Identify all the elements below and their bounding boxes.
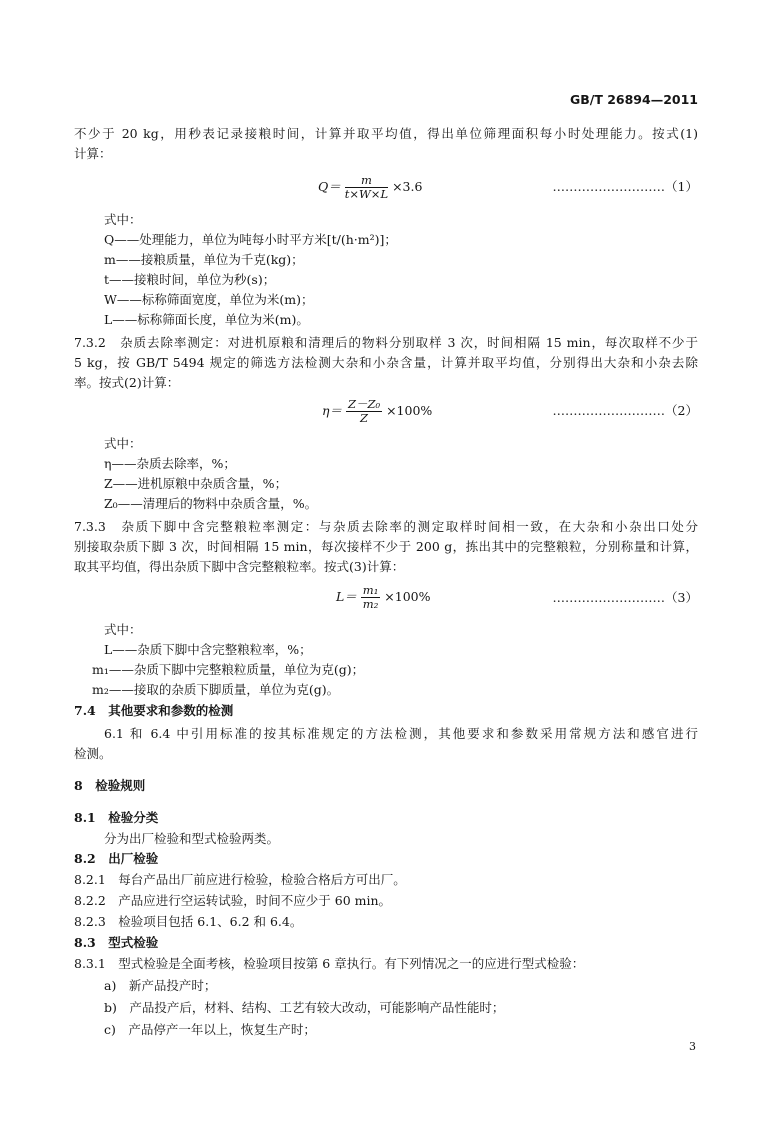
paragraph-line: 分为出厂检验和型式检验两类。 xyxy=(104,831,280,846)
clause-line: 8.3.1 型式检验是全面考核，检验项目按第 6 章执行。有下列情况之一的应进行型式检验： xyxy=(74,956,585,971)
paragraph-line: 5 kg，按 GB/T 5494 规定的筛选方法检测大杂和小杂含量，计算并取平均值，分别得出大杂和小杂去除 xyxy=(74,355,698,370)
list-item: a) 新产品投产时； xyxy=(104,978,217,993)
chapter-heading-8: 8 检验规则 xyxy=(74,778,146,793)
formula-denominator: t×W×L xyxy=(344,187,389,201)
where-label: 式中： xyxy=(104,436,142,451)
section-heading-8-2: 8.2 出厂检验 xyxy=(74,851,159,866)
formula-1 xyxy=(318,174,422,201)
formula-numerator: Z－Z₀ xyxy=(347,397,381,411)
definition-line: Q——处理能力，单位为吨每小时平方米[t/(h·m²)]； xyxy=(104,232,397,247)
paragraph-line: 不少于 20 kg，用秒表记录接粮时间，计算并取平均值，得出单位筛理面积每小时处理能力。按式(1) xyxy=(74,126,698,141)
paragraph-line: 检测。 xyxy=(74,746,112,761)
definition-line: m——接粮质量，单位为千克(kg)； xyxy=(104,252,304,267)
paragraph-line: 别接取杂质下脚 3 次，时间相隔 15 min，每次接样不少于 200 g，拣出其中的完整粮粒，分别称量和计算， xyxy=(74,539,698,554)
paragraph-line: 计算： xyxy=(74,146,112,161)
clause-line: 8.2.3 检验项目包括 6.1、6.2 和 6.4。 xyxy=(74,914,303,929)
standard-code: GB/T 26894—2011 xyxy=(569,92,698,107)
formula-2 xyxy=(322,398,432,425)
formula-number: ………………………（1） xyxy=(552,179,698,194)
formula-3 xyxy=(336,584,431,611)
paragraph-line: 取其平均值，得出杂质下脚中含完整粮粒率。按式(3)计算： xyxy=(74,559,405,574)
formula-denominator: m₂ xyxy=(362,597,379,611)
section-heading-8-3: 8.3 型式检验 xyxy=(74,935,159,950)
formula-fraction xyxy=(345,174,388,201)
definition-line: W——标称筛面宽度，单位为米(m)； xyxy=(104,292,314,307)
definition-line: L——杂质下脚中含完整粮粒率，%； xyxy=(104,642,312,657)
section-heading-8-1: 8.1 检验分类 xyxy=(74,810,159,825)
definition-line: t——接粮时间，单位为秒(s)； xyxy=(104,272,276,287)
definition-line: η——杂质去除率，%； xyxy=(104,456,236,471)
formula-lhs: η＝ xyxy=(322,403,342,418)
formula-rhs: ×100% xyxy=(384,589,431,604)
formula-rhs: ×3.6 xyxy=(392,179,423,194)
formula-lhs: L＝ xyxy=(336,589,357,604)
formula-denominator: Z xyxy=(360,411,369,425)
formula-number: ………………………（3） xyxy=(552,590,698,605)
definition-line: Z₀——清理后的物料中杂质含量，%。 xyxy=(104,496,318,511)
list-item: c) 产品停产一年以上，恢复生产时； xyxy=(104,1022,316,1037)
clause-line: 8.2.1 每台产品出厂前应进行检验，检验合格后方可出厂。 xyxy=(74,872,406,887)
formula-fraction xyxy=(346,398,382,425)
formula-number: ………………………（2） xyxy=(552,403,698,418)
paragraph-line: 7.3.3 杂质下脚中含完整粮粒率测定：与杂质去除率的测定取样时间相一致，在大杂和小杂出口处分 xyxy=(74,519,698,534)
where-label: 式中： xyxy=(104,622,142,637)
section-heading-7-4: 7.4 其他要求和参数的检测 xyxy=(74,703,234,718)
formula-numerator: m₁ xyxy=(362,583,379,597)
definition-line: m₂——接取的杂质下脚质量，单位为克(g)。 xyxy=(92,682,340,697)
list-item: b) 产品投产后，材料、结构、工艺有较大改动，可能影响产品性能时； xyxy=(104,1000,505,1015)
paragraph-line: 7.3.2 杂质去除率测定：对进机原粮和清理后的物料分别取样 3 次，时间相隔 15 min，每次取样不少于 xyxy=(74,335,698,350)
page-number: 3 xyxy=(689,1040,696,1053)
formula-rhs: ×100% xyxy=(386,403,433,418)
definition-line: L——标称筛面长度，单位为米(m)。 xyxy=(104,312,309,327)
paragraph-line: 率。按式(2)计算： xyxy=(74,375,180,390)
formula-lhs: Q＝ xyxy=(318,179,341,194)
definition-line: Z——进机原粮中杂质含量，%； xyxy=(104,476,288,491)
paragraph-line: 6.1 和 6.4 中引用标准的按其标准规定的方法检测，其他要求和参数采用常规方法和感官进行 xyxy=(104,726,698,741)
clause-line: 8.2.2 产品应进行空运转试验，时间不应少于 60 min。 xyxy=(74,893,392,908)
formula-numerator: m xyxy=(345,174,388,188)
formula-fraction xyxy=(361,584,381,611)
definition-line: m₁——杂质下脚中完整粮粒质量，单位为克(g)； xyxy=(92,662,365,677)
where-label: 式中： xyxy=(104,212,142,227)
